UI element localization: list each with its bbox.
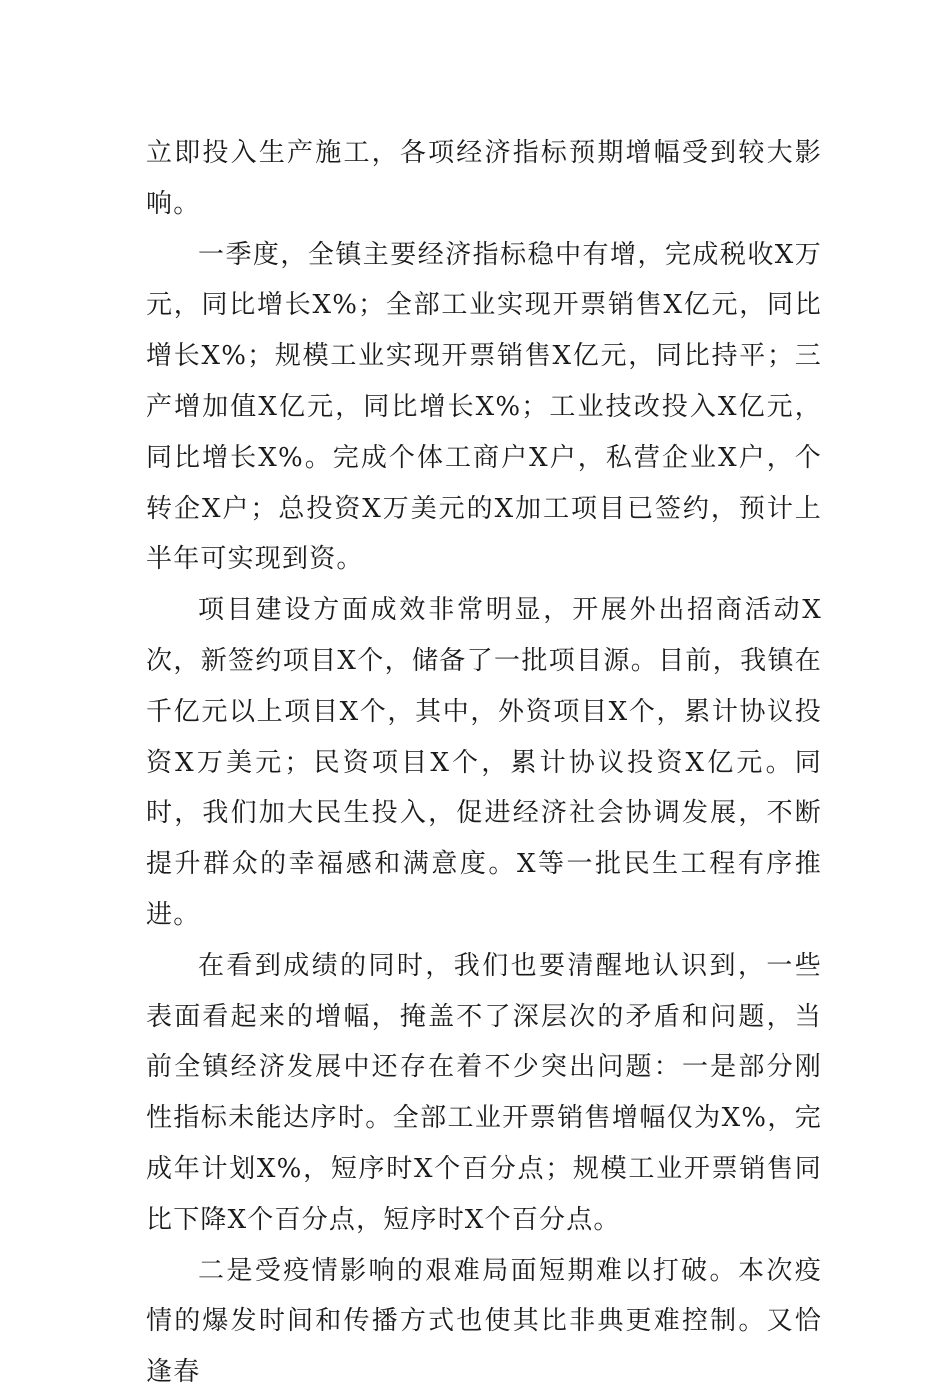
paragraph-2: 一季度，全镇主要经济指标稳中有增，完成税收X万元，同比增长X%；全部工业实现开票销售X亿元，同比增长X%；规模工业实现开票销售X亿元，同比持平；三产增加值X亿元，同比增长X%；工业技改投入X亿元，同比增长X%。完成个体工商户X户，私营企业X户，个转企X户；总投资X万美元的X加工项目已签约，预计上半年可实现到资。	[146, 239, 822, 575]
paragraph-3: 项目建设方面成效非常明显，开展外出招商活动X次，新签约项目X个，储备了一批项目源。目前，我镇在千亿元以上项目X个，其中，外资项目X个，累计协议投资X万美元；民资项目X个，累计协议投资X亿元。同时，我们加大民生投入，促进经济社会协调发展，不断提升群众的幸福感和满意度。X等一批民生工程有序推进。	[146, 595, 822, 930]
paragraph-1: 立即投入生产施工，各项经济指标预期增幅受到较大影响。	[146, 138, 822, 219]
paragraph-5: 二是受疫情影响的艰难局面短期难以打破。本次疫情的爆发时间和传播方式也使其比非典更难控制。又恰逢春	[146, 1255, 822, 1388]
paragraph-4: 在看到成绩的同时，我们也要清醒地认识到，一些表面看起来的增幅，掩盖不了深层次的矛盾和问题，当前全镇经济发展中还存在着不少突出问题：一是部分刚性指标未能达序时。全部工业开票销售增幅仅为X%，完成年计划X%，短序时X个百分点；规模工业开票销售同比下降X个百分点，短序时X个百分点。	[146, 950, 822, 1235]
document-body	[146, 128, 822, 1398]
